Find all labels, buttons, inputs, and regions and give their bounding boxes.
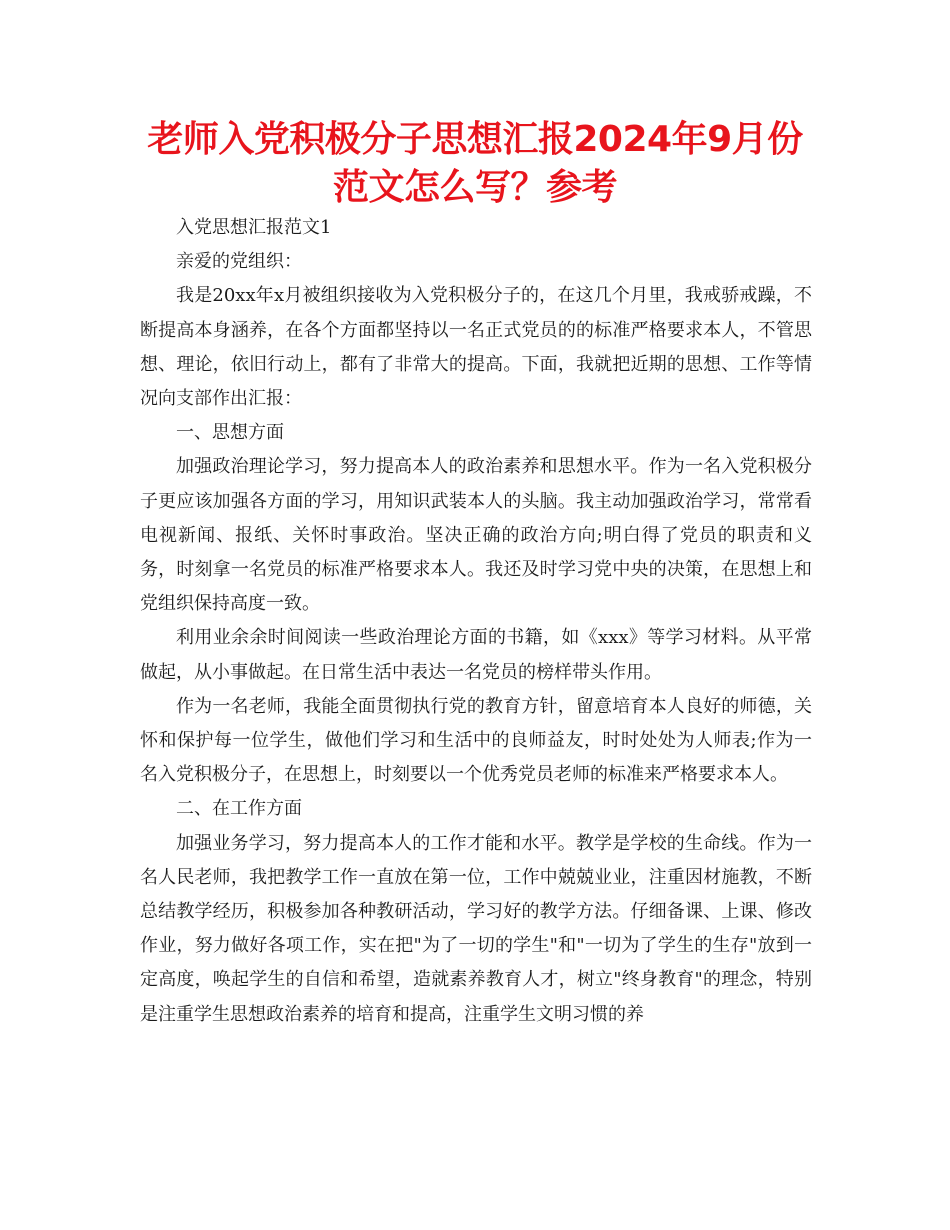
- paragraph: 利用业余余时间阅读一些政治理论方面的书籍，如《xxx》等学习材料。从平常做起，从小事做起。在日常生活中表达一名党员的榜样带头作用。: [140, 627, 812, 683]
- section-heading-thought: 一、思想方面: [176, 422, 284, 444]
- paragraph-heading-sample: 入党思想汇报范文1: [176, 217, 332, 238]
- paragraph: 加强政治理论学习，努力提高本人的政治素养和思想水平。作为一名入党积极分子更应该加强各方面的学习，用知识武装本人的头脑。我主动加强政治学习，常常看电视新闻、报纸、关怀时事政治。坚决正确的政治方向;明白得了党员的职责和义务，时刻拿一名党员的标准严格要求本人。我还及时学习党中央的决策，在思想上和党组织保持高度一致。: [140, 456, 812, 615]
- paragraph: 我是20xx年x月被组织接收为入党积极分子的，在这几个月里，我戒骄戒躁，不断提高本身涵养，在各个方面都坚持以一名正式党员的的标准严格要求本人，不管思想、理论，依旧行动上，都有了非常大的提高。下面，我就把近期的思想、工作等情况向支部作出汇报：: [140, 285, 812, 410]
- section-heading-work: 二、在工作方面: [176, 798, 302, 820]
- paragraph: 作为一名老师，我能全面贯彻执行党的教育方针，留意培育本人良好的师德，关怀和保护每一位学生，做他们学习和生活中的良师益友，时时处处为人师表;作为一名入党积极分子，在思想上，时刻要以一个优秀党员老师的标准来严格要求本人。: [140, 695, 812, 786]
- paragraph: 加强业务学习，努力提高本人的工作才能和水平。教学是学校的生命线。作为一名人民老师，我把教学工作一直放在第一位，工作中兢兢业业，注重因材施教，不断总结教学经历，积极参加各种教研活动，学习好的教学方法。仔细备课、上课、修改作业，努力做好各项工作，实在把"为了一切的学生"和"一切为了学生的生存"放到一定高度，唤起学生的自信和希望，造就素养教育人才，树立"终身教育"的理念，特别是注重学生思想政治素养的培育和提高，注重学生文明习惯的养: [140, 832, 812, 1025]
- document-title: 老师入党积极分子思想汇报2024年9月份范文怎么写？参考: [147, 119, 803, 208]
- document-body: [140, 211, 812, 1032]
- paragraph-salutation: 亲爱的党组织：: [176, 251, 302, 273]
